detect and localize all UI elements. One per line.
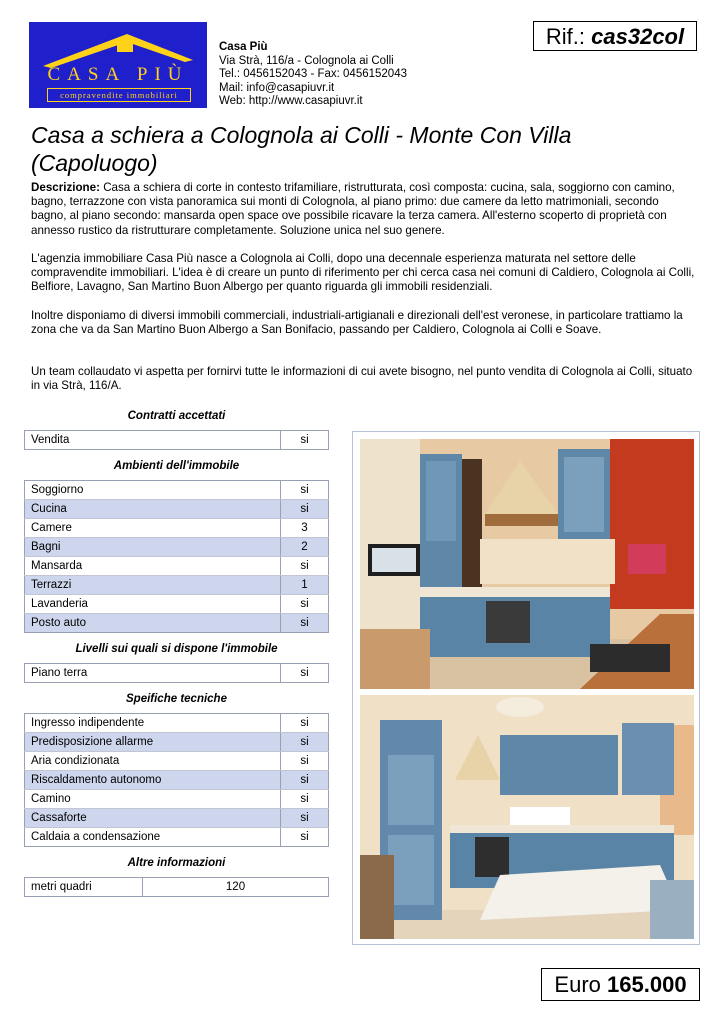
row-value: 120	[143, 878, 329, 897]
team-paragraph: Un team collaudato vi aspetta per fornirvi tutte le informazioni di cui avete bisogno, nel punto vendita di Colognola ai Colli, situato in via Strà, 116/A.	[31, 365, 693, 393]
row-value: 2	[281, 538, 329, 557]
kitchen-photo-2	[360, 695, 694, 939]
table-row	[25, 538, 329, 557]
levels-table	[24, 663, 329, 683]
row-value: si	[281, 595, 329, 614]
row-value: si	[281, 431, 329, 450]
table-row	[25, 519, 329, 538]
row-value: si	[281, 557, 329, 576]
listing-title: Casa a schiera a Colognola ai Colli - Monte Con Villa (Capoluogo)	[31, 122, 572, 176]
table-row	[25, 595, 329, 614]
row-label: metri quadri	[31, 881, 92, 893]
agency-mail[interactable]: Mail: info@casapiuvr.it	[219, 81, 335, 94]
commercial-paragraph: Inoltre disponiamo di diversi immobili commerciali, industriali-artigianali e direzionali dell'est veronese, in particolare trattiamo la zona che va da San Martino Buon Albergo a San Bonifacio, passando per Caldiero, Colognola ai Colli e Soave.	[31, 308, 683, 336]
rooms-table	[24, 480, 329, 633]
description-label: Descrizione:	[31, 181, 100, 194]
table-row	[25, 481, 329, 500]
row-label: Terrazzi	[25, 576, 281, 595]
row-label: Camino	[25, 790, 281, 809]
agency-logo	[29, 22, 207, 108]
row-label: Camere	[25, 519, 281, 538]
row-label: Cassaforte	[25, 809, 281, 828]
row-label: Soggiorno	[25, 481, 281, 500]
row-value: si	[281, 752, 329, 771]
row-label: Lavanderia	[25, 595, 281, 614]
price-box	[541, 968, 700, 1001]
table-row	[25, 500, 329, 519]
row-label: Cucina	[25, 500, 281, 519]
feature-tables	[24, 410, 329, 907]
row-value: si	[281, 771, 329, 790]
agency-name: Casa Più	[219, 41, 268, 53]
table-row	[25, 790, 329, 809]
row-label: Posto auto	[25, 614, 281, 633]
section-title-rooms: Ambienti dell'immobile	[113, 460, 240, 472]
section-title-other: Altre informazioni	[127, 857, 226, 869]
row-label: Aria condizionata	[25, 752, 281, 771]
price-amount: 165.000	[607, 972, 687, 997]
agency-address: Via Strà, 116/a - Colognola ai Colli	[219, 54, 394, 67]
row-label: Caldaia a condensazione	[31, 831, 161, 843]
table-row	[25, 431, 329, 450]
reference-code: cas32col	[591, 24, 685, 49]
price-currency: Euro	[554, 972, 601, 997]
agency-phone: Tel.: 0456152043 - Fax: 0456152043	[219, 68, 407, 80]
row-value: si	[281, 809, 329, 828]
row-label: Bagni	[25, 538, 281, 557]
row-value: si	[281, 828, 329, 847]
table-row	[25, 752, 329, 771]
description-intro: Casa a schiera di corte in contesto trifamiliare, ristrutturata, così composta: cucina, sala, soggiorno con camino, bagno, terrazzone con vista panoramica sui monti di Colognola, al piano primo: due camere da letto matrimoniali, secondo bagno, al piano secondo: mansarda open space ove possibile ricavare la terza camera. All'esterno scoperto di proprietà con annesso rustico da ristrutturare completamente. Soluzione unica nel suo genere.	[31, 181, 675, 237]
agency-contact	[219, 41, 407, 109]
row-label: Ingresso indipendente	[25, 714, 281, 733]
row-label: Riscaldamento autonomo	[25, 771, 281, 790]
table-row	[25, 771, 329, 790]
table-row	[25, 809, 329, 828]
row-value: 1	[281, 576, 329, 595]
row-value: 3	[281, 519, 329, 538]
table-row	[25, 714, 329, 733]
photo-gallery	[352, 431, 700, 945]
agency-paragraph: L'agenzia immobiliare Casa Più nasce a Colognola ai Colli, dopo una decennale esperienza maturata nel settore delle compravendite immobiliari. L'idea è di creare un punto di riferimento per chi cerca casa nei comuni di Caldiero, Colognola ai Colli, Belfiore, Lavagno, San Martino Buon Albergo per quanto riguarda gli immobili residenziali.	[31, 252, 695, 294]
row-value: si	[281, 500, 329, 519]
row-value: si	[281, 481, 329, 500]
contracts-table	[24, 430, 329, 450]
row-value: si	[281, 714, 329, 733]
logo-tagline: compravendite immobiliari	[60, 90, 178, 100]
table-row	[25, 557, 329, 576]
row-label: Mansarda	[25, 557, 281, 576]
table-row	[25, 576, 329, 595]
row-value: si	[281, 733, 329, 752]
row-value: si	[281, 790, 329, 809]
section-title-levels: Livelli sui quali si dispone l'immobile	[75, 643, 278, 655]
table-row	[25, 733, 329, 752]
reference-label: Rif.:	[545, 24, 586, 49]
specs-table	[24, 713, 329, 847]
table-row	[25, 614, 329, 633]
listing-description	[31, 181, 697, 408]
table-row	[25, 828, 329, 847]
table-row	[25, 878, 329, 897]
kitchen-photo-1	[360, 439, 694, 689]
other-table	[24, 877, 329, 897]
row-value: si	[281, 614, 329, 633]
section-title-specs: Speifiche tecniche	[126, 693, 227, 705]
logo-word: CASA PIÙ	[47, 64, 189, 85]
reference-box	[533, 21, 697, 51]
section-title-contracts: Contratti accettati	[127, 410, 226, 422]
row-label: Predisposizione allarme	[25, 733, 281, 752]
table-row	[25, 664, 329, 683]
row-value: si	[281, 664, 329, 683]
row-label: Vendita	[31, 434, 70, 446]
row-label: Piano terra	[31, 667, 88, 679]
agency-web[interactable]: Web: http://www.casapiuvr.it	[219, 95, 363, 107]
